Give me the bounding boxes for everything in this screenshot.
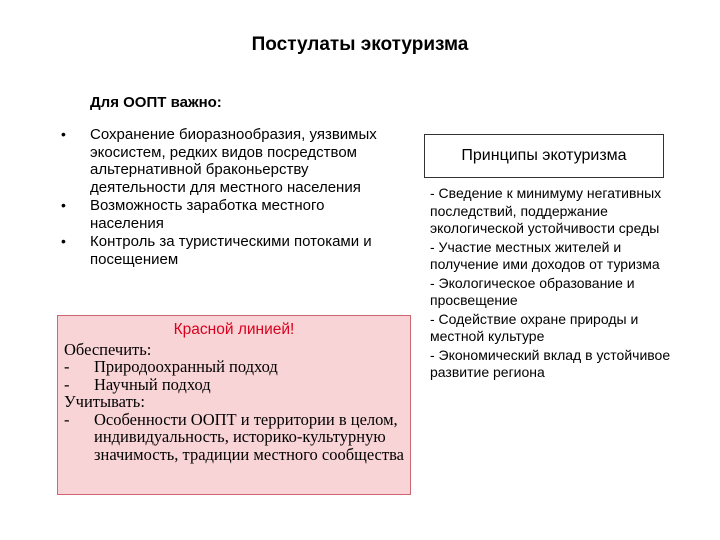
principles-title-box: Принципы экотуризма bbox=[424, 134, 664, 178]
provide-item-text: Природоохранный подход bbox=[94, 357, 278, 376]
consider-item bbox=[64, 411, 404, 464]
list-item-text: Контроль за туристическими потоками и посещением bbox=[90, 233, 372, 268]
red-line-box bbox=[57, 315, 411, 495]
consider-item-text: Особенности ООПТ и территории в целом, индивидуальность, историко-культурную значимость, традиции местного сообщества bbox=[94, 409, 404, 464]
principle-item: - Экологическое образование и просвещение bbox=[430, 274, 635, 308]
principle-item: - Участие местных жителей и получение ими доходов от туризма bbox=[430, 238, 660, 272]
dash-icon: - bbox=[64, 374, 70, 394]
list-item bbox=[58, 233, 388, 268]
subtitle: Для ООПТ важно: bbox=[90, 94, 222, 111]
principles-list bbox=[430, 185, 690, 383]
dash-icon: - bbox=[64, 409, 70, 429]
principle-item: - Экономический вклад в устойчивое развитие региона bbox=[430, 346, 671, 380]
red-line-title: Красной линией! bbox=[173, 321, 295, 338]
list-item-text: Возможность заработка местного населения bbox=[90, 197, 325, 232]
bullet-icon: • bbox=[61, 233, 66, 249]
bullet-icon: • bbox=[61, 197, 66, 213]
provide-label: Обеспечить: bbox=[64, 339, 152, 359]
list-item bbox=[58, 197, 388, 232]
principle-item: - Сведение к минимуму негативных последствий, поддержание экологической устойчивости среды bbox=[430, 185, 662, 236]
provide-item-text: Научный подход bbox=[94, 374, 211, 394]
bullet-icon: • bbox=[61, 126, 66, 142]
list-item bbox=[58, 126, 388, 196]
dash-icon: - bbox=[64, 357, 70, 376]
provide-item bbox=[64, 376, 404, 394]
page-title: Постулаты экотуризма bbox=[251, 34, 469, 55]
list-item-text: Сохранение биоразнообразия, уязвимых экосистем, редких видов посредством альтернативной браконьерству деятельности для местного населения bbox=[90, 126, 377, 196]
principle-item: - Содействие охране природы и местной культуре bbox=[430, 310, 639, 344]
important-list bbox=[58, 126, 388, 269]
consider-label: Учитывать: bbox=[64, 392, 145, 411]
provide-item bbox=[64, 358, 404, 376]
